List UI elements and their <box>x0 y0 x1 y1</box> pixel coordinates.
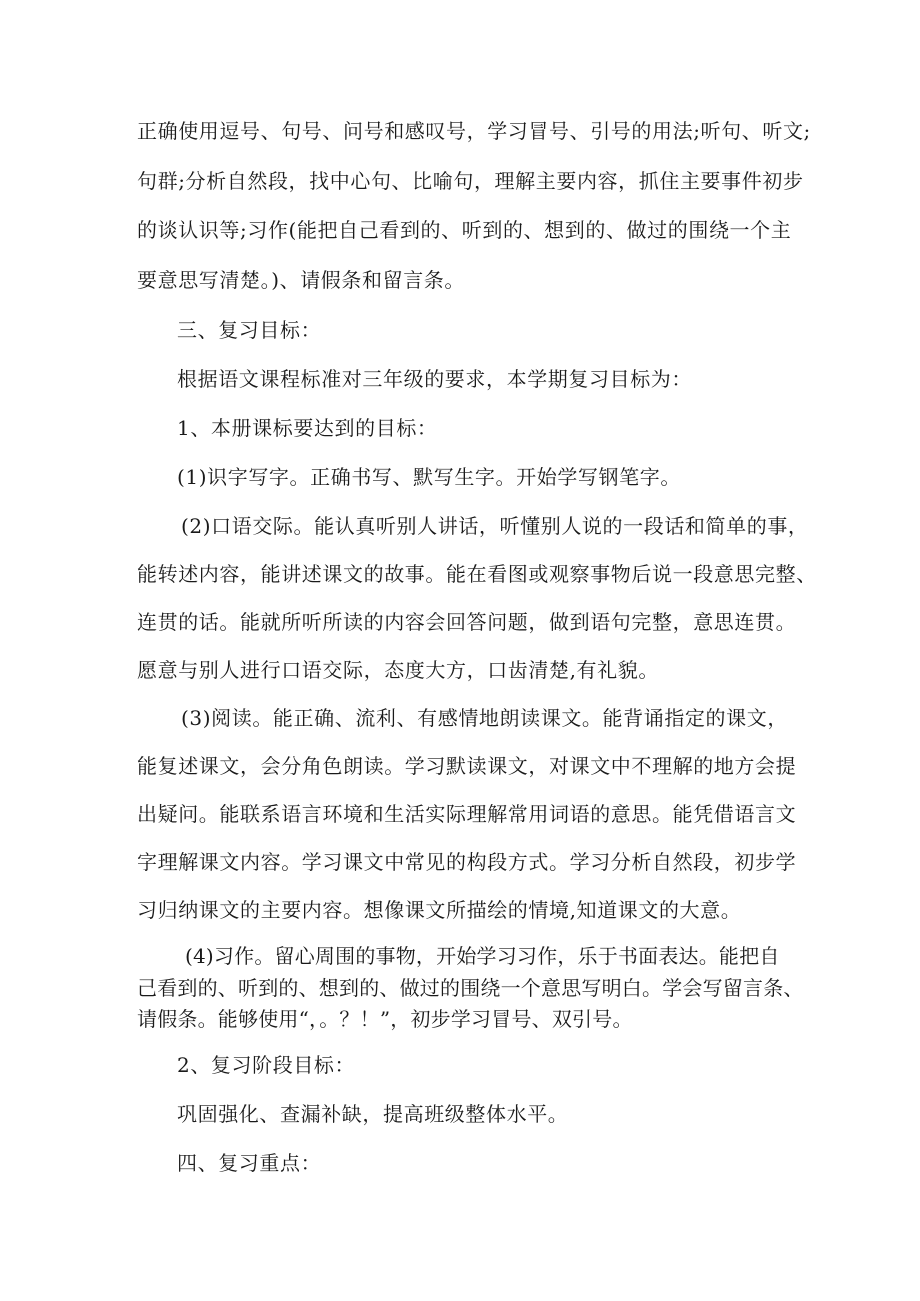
subheading-2: 2、复习阶段目标： <box>177 1053 356 1077</box>
item-4-line: (4)习作。留心周围的事物，开始学习习作，乐于书面表达。能把自 <box>185 944 780 968</box>
paragraph-line: 的谈认识等;习作(能把自己看到的、听到的、想到的、做过的围绕一个主 <box>137 218 792 242</box>
subheading-1: 1、本册课标要达到的目标： <box>177 416 438 440</box>
intro-line: 根据语文课程标准对三年级的要求，本学期复习目标为： <box>177 367 692 391</box>
item-2-line: 连贯的话。能就所听所读的内容会回答问题，做到语句完整，意思连贯。 <box>137 610 797 634</box>
section-heading-3: 三、复习目标： <box>177 318 322 342</box>
item-3-line: 出疑问。能联系语言环境和生活实际理解常用词语的意思。能凭借语言文 <box>137 802 797 826</box>
item-2-line: (2)口语交际。能认真听别人讲话，听懂别人说的一段话和简单的事， <box>181 514 809 538</box>
paragraph-line: 要意思写清楚。)、请假条和留言条。 <box>137 268 466 292</box>
subheading-2-text: 巩固强化、查漏补缺，提高班级整体水平。 <box>177 1102 569 1126</box>
item-2-line: 愿意与别人进行口语交际，态度大方，口齿清楚,有礼貌。 <box>137 658 659 682</box>
paragraph-line: 句群;分析自然段，找中心句、比喻句，理解主要内容，抓住主要事件初步 <box>137 169 804 193</box>
item-1-line: (1)识字写字。正确书写、默写生字。开始学写钢笔字。 <box>177 465 681 489</box>
item-4-line: 请假条。能够使用“，。？！”，初步学习冒号、双引号。 <box>137 1007 633 1031</box>
section-heading-4: 四、复习重点： <box>177 1151 322 1175</box>
item-3-line: 习归纳课文的主要内容。想像课文所描绘的情境,知道课文的大意。 <box>137 898 742 922</box>
paragraph-line: 正确使用逗号、句号、问号和感叹号，学习冒号、引号的用法;听句、听文; <box>137 119 811 143</box>
item-4-line: 己看到的、听到的、想到的、做过的围绕一个意思写明白。学会写留言条、 <box>137 976 804 1000</box>
item-2-line: 能转述内容，能讲述课文的故事。能在看图或观察事物后说一段意思完整、 <box>137 562 817 586</box>
item-3-line: (3)阅读。能正确、流利、有感情地朗读课文。能背诵指定的课文， <box>181 706 788 730</box>
item-3-line: 能复述课文，会分角色朗读。学习默读课文，对课文中不理解的地方会提 <box>137 754 797 778</box>
item-3-line: 字理解课文内容。学习课文中常见的构段方式。学习分析自然段，初步学 <box>137 850 797 874</box>
